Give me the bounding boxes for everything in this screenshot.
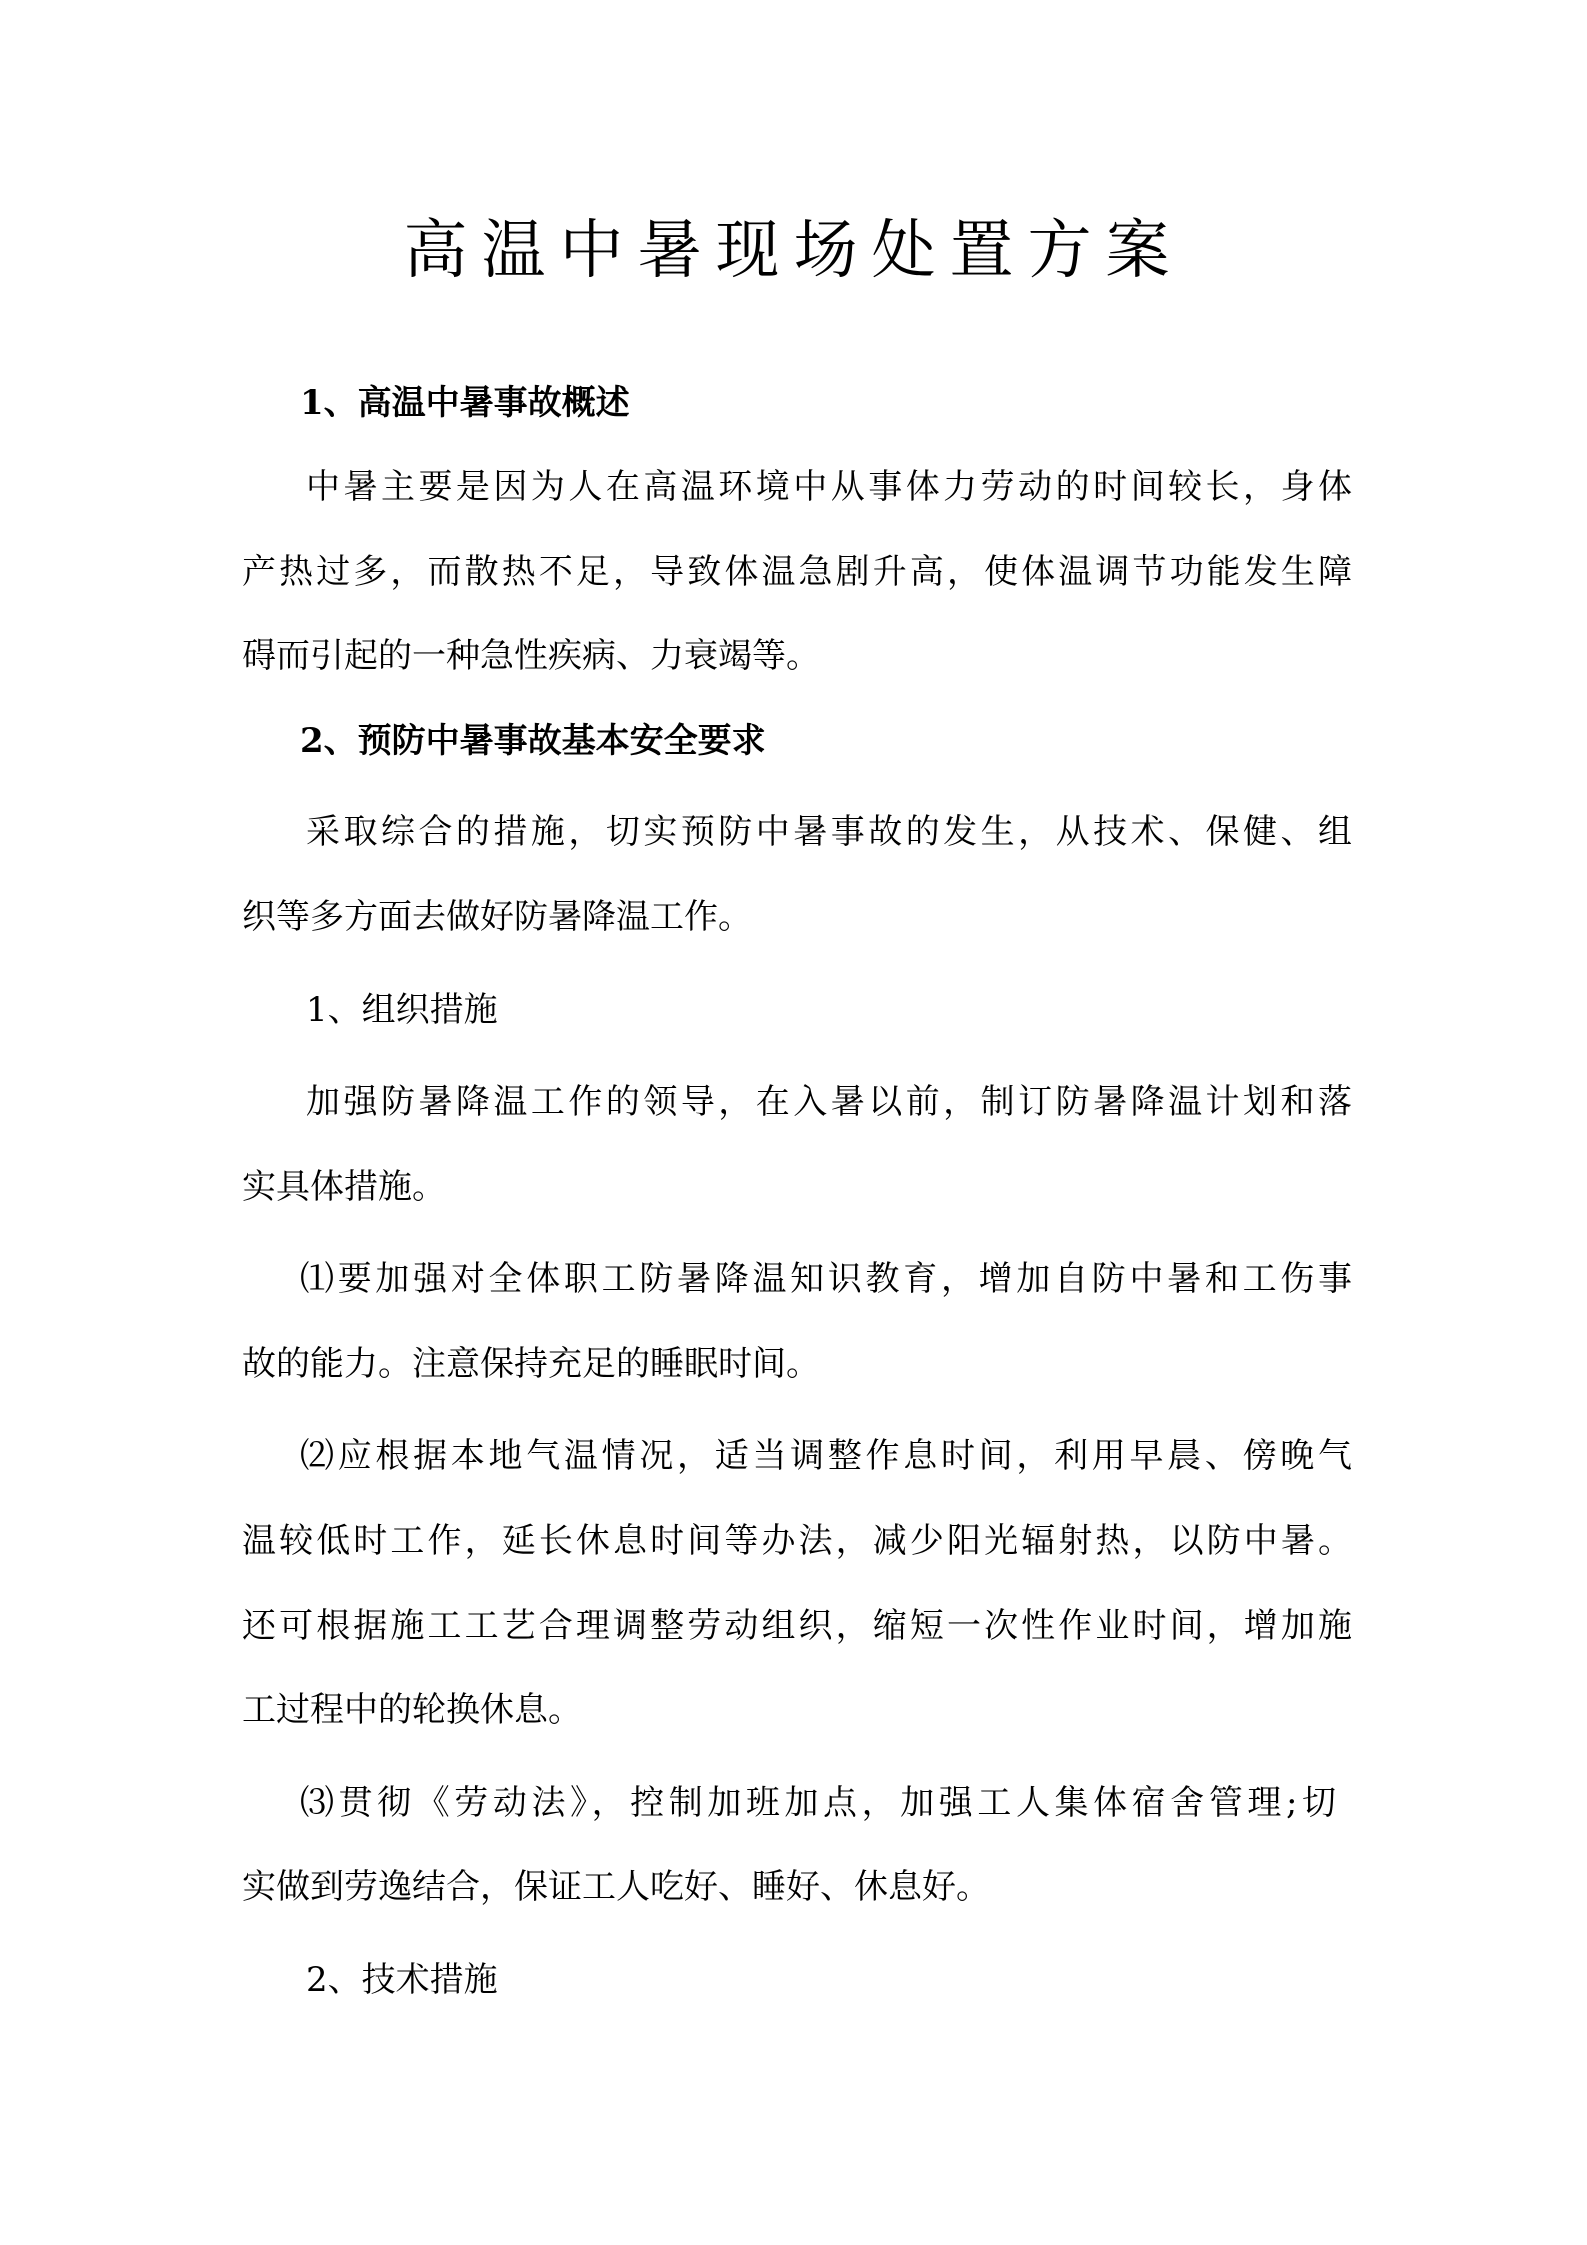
subsection-heading-2: 2、技术措施 [306,1960,498,2000]
section-heading-1: 1、高温中暑事故概述 [300,383,630,423]
paragraph-line: 还可根据施工工艺合理调整劳动组织，缩短一次性作业时间，增加施 [242,1606,1352,1646]
paragraph-line: 织等多方面去做好防暑降温工作。 [242,897,752,937]
paragraph-line: 故的能力。注意保持充足的睡眠时间。 [242,1344,820,1384]
section-heading-2: 2、预防中暑事故基本安全要求 [300,721,766,761]
paragraph-line: ⑶贯彻《劳动法》，控制加班加点，加强工人集体宿舍管理;切 [300,1783,1336,1823]
paragraph-line: 实做到劳逸结合，保证工人吃好、睡好、休息好。 [242,1867,990,1907]
paragraph-line: 工过程中的轮换休息。 [242,1690,582,1730]
paragraph-line: 中暑主要是因为人在高温环境中从事体力劳动的时间较长，身体 [306,467,1352,507]
paragraph-line: 实具体措施。 [242,1167,446,1207]
document-title: 高温中暑现场处置方案 [403,214,1184,288]
paragraph-line: ⑵应根据本地气温情况，适当调整作息时间，利用早晨、傍晚气 [300,1436,1352,1476]
paragraph-line: 产热过多，而散热不足，导致体温急剧升高，使体温调节功能发生障 [242,552,1352,592]
paragraph-line: 碍而引起的一种急性疾病、力衰竭等。 [242,636,820,676]
paragraph-line: 采取综合的措施，切实预防中暑事故的发生，从技术、保健、组 [306,812,1352,852]
paragraph-line: 加强防暑降温工作的领导，在入暑以前，制订防暑降温计划和落 [306,1082,1352,1122]
paragraph-line: 温较低时工作，延长休息时间等办法，减少阳光辐射热，以防中暑。 [242,1521,1352,1561]
subsection-heading-1: 1、组织措施 [306,990,498,1030]
paragraph-line: ⑴要加强对全体职工防暑降温知识教育，增加自防中暑和工伤事 [300,1259,1352,1299]
